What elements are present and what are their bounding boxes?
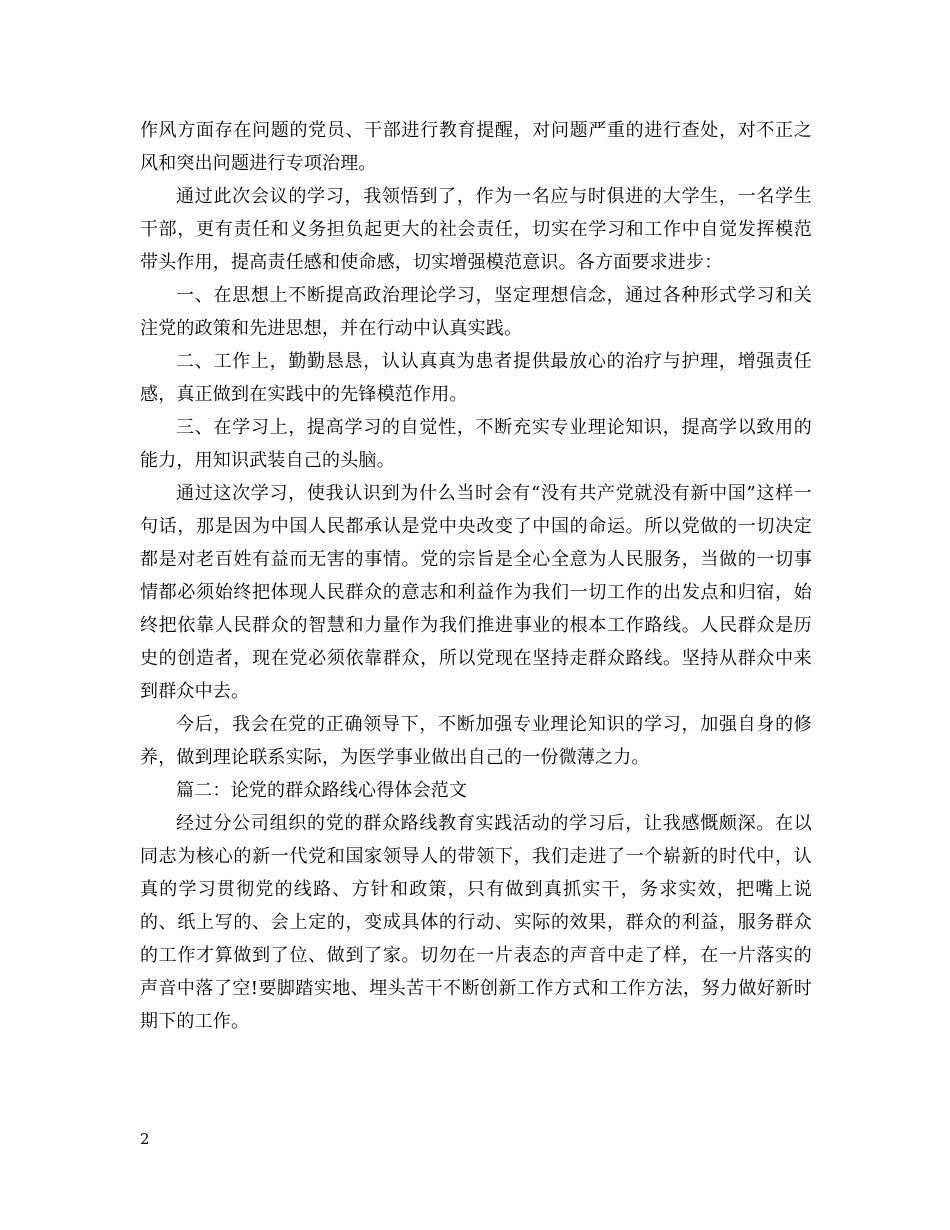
page-number: 2 bbox=[140, 1130, 150, 1148]
paragraph: 通过此次会议的学习，我领悟到了，作为一名应与时俱进的大学生，一名学生干部，更有责任和义务担负起更大的社会责任，切实在学习和工作中自觉发挥模范带头作用，提高责任感和使命感，切实增强模范意识。各方面要求进步： bbox=[140, 186, 812, 273]
paragraph: 经过分公司组织的党的群众路线教育实践活动的学习后，让我感慨颇深。在以同志为核心的新一代党和国家领导人的带领下，我们走进了一个崭新的时代中，认真的学习贯彻党的线路、方针和政策，只有做到真抓实干，务求实效，把嘴上说的、纸上写的、会上定的，变成具体的行动、实际的效果，群众的利益，服务群众的工作才算做到了位、做到了家。切勿在一片表态的声音中走了样，在一片落实的声音中落了空!要脚踏实地、埋头苦干不断创新工作方式和工作方法，努力做好新时期下的工作。 bbox=[140, 813, 812, 1032]
paragraph: 今后，我会在党的正确领导下，不断加强专业理论知识的学习，加强自身的修养，做到理论联系实际，为医学事业做出自己的一份微薄之力。 bbox=[140, 714, 812, 768]
paragraph: 一、在思想上不断提高政治理论学习，坚定理想信念，通过各种形式学习和关注党的政策和先进思想，并在行动中认真实践。 bbox=[140, 285, 812, 339]
section-heading: 篇二：论党的群众路线心得体会范文 bbox=[176, 780, 468, 801]
document-body bbox=[140, 114, 812, 1038]
paragraph: 二、工作上，勤勤恳恳，认认真真为患者提供最放心的治疗与护理，增强责任感，真正做到在实践中的先锋模范作用。 bbox=[140, 351, 812, 405]
paragraph: 通过这次学习，使我认识到为什么当时会有“没有共产党就没有新中国”这样一句话，那是因为中国人民都承认是党中央改变了中国的命运。所以党做的一切决定都是对老百姓有益而无害的事情。党的宗旨是全心全意为人民服务，当做的一切事情都必须始终把体现人民群众的意志和利益作为我们一切工作的出发点和归宿，始终把依靠人民群众的智慧和力量作为我们推进事业的根本工作路线。人民群众是历史的创造者，现在党必须依靠群众，所以党现在坚持走群众路线。坚持从群众中来到群众中去。 bbox=[140, 483, 812, 702]
paragraph: 三、在学习上，提高学习的自觉性，不断充实专业理论知识，提高学以致用的能力，用知识武装自己的头脑。 bbox=[140, 417, 812, 471]
paragraph: 作风方面存在问题的党员、干部进行教育提醒，对问题严重的进行查处，对不正之风和突出问题进行专项治理。 bbox=[140, 120, 812, 174]
